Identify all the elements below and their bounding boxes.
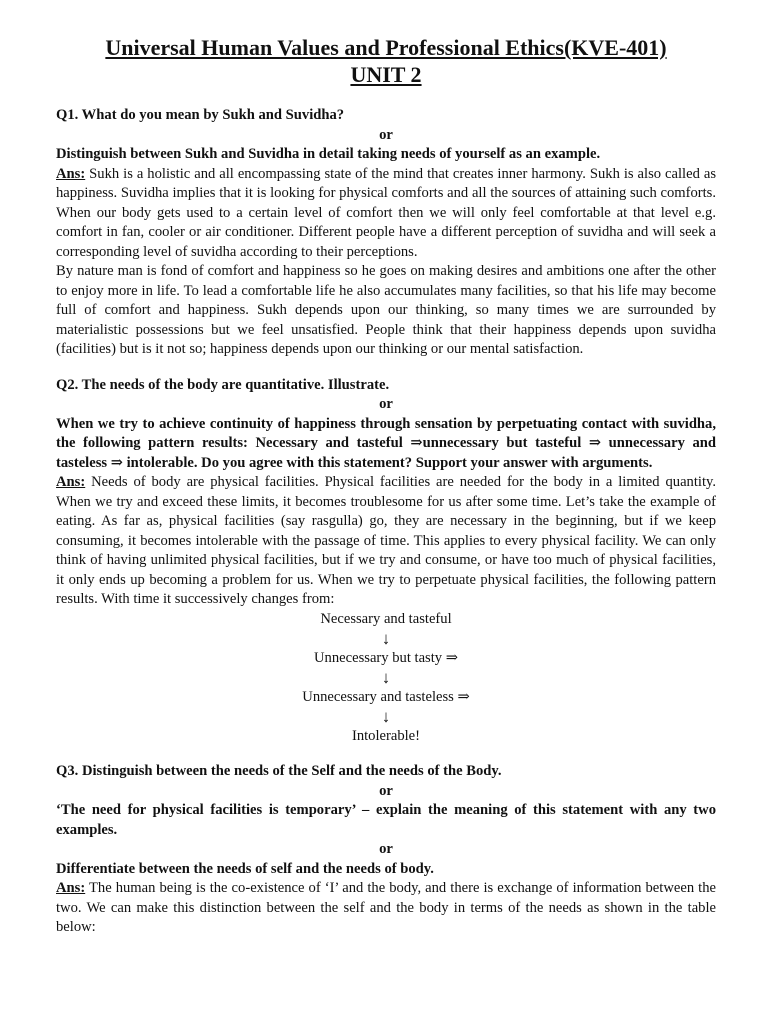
question-1: Q1. What do you mean by Sukh and Suvidha?	[56, 107, 345, 123]
flow-step-unnecessary-tasteless: Unnecessary and tasteless ⇒	[302, 688, 470, 705]
question-2-alternate: When we try to achieve continuity of happiness through sensation by perpetuating contact with suvidha, the following pattern results: Necessary and tasteful ⇒unnecessary but tasteful ⇒ unnecessary and tasteless ⇒ intolerable. Do you agree with this statement? Support your answer with arguments.	[56, 415, 716, 471]
question-3-section	[56, 762, 716, 938]
document-title: Universal Human Values and Professional Ethics(KVE-401)	[105, 35, 667, 60]
answer-1-paragraph-2: By nature man is fond of comfort and happiness so he goes on making desires and ambitions one after the other to enjoy more in life. To lead a comfortable life he also accumulates many facilities, so that his life may become full of comfort and happiness. Sukh depends upon our thinking, so many times we are surrounded by materialistic possessions but we feel unsatisfied. People think that their happiness depends upon suvidha (facilities) but is it not so; happiness depends upon our thinking or our mental satisfaction.	[56, 263, 716, 357]
question-1-section	[56, 106, 716, 360]
answer-label: Ans:	[56, 165, 86, 182]
or-separator: or	[379, 841, 393, 857]
or-separator: or	[379, 126, 393, 143]
answer-2	[56, 473, 716, 610]
answer-label: Ans:	[56, 880, 86, 896]
down-arrow-icon: ↓	[381, 668, 391, 687]
or-separator: or	[379, 396, 393, 412]
flow-step-intolerable: Intolerable!	[351, 727, 421, 744]
pattern-flow	[56, 610, 716, 747]
answer-2-text: Needs of body are physical facilities. Physical facilities are needed for the body in a limited quantity. When we try and exceed these limits, it becomes troublesome for us after some time. Let’s take the example of eating. As far as, physical facilities (say rasgulla) go, they are necessary in the beginning, but if we keep consuming, it becomes intolerable with the passage of time. This applies to every physical facility. We can only think of having unlimited physical facilities, but if we try and consume, or have too much of physical facilities, it only ends up becoming a problem for us. When we try to perpetuate physical facilities, the following pattern results. With time it successively changes from:	[56, 474, 716, 607]
question-2-section	[56, 376, 716, 747]
answer-3-text: The human being is the co-existence of ‘I’ and the body, and there is exchange of information between the two. We can make this distinction between the self and the body in terms of the needs as shown in the table below:	[56, 880, 716, 935]
unit-heading: UNIT 2	[350, 62, 422, 87]
question-1-alternate: Distinguish between Sukh and Suvidha in detail taking needs of yourself as an example.	[56, 146, 601, 162]
question-3-alternate-1: ‘The need for physical facilities is temporary’ – explain the meaning of this statement with any two examples.	[56, 802, 716, 838]
answer-label: Ans:	[56, 474, 86, 490]
question-3-alternate-2: Differentiate between the needs of self and the needs of body.	[56, 860, 434, 877]
question-3: Q3. Distinguish between the needs of the Self and the needs of the Body.	[56, 763, 502, 779]
down-arrow-icon: ↓	[381, 707, 391, 726]
flow-step-necessary-tasteful: Necessary and tasteful	[320, 610, 452, 627]
answer-1	[56, 165, 716, 263]
question-2: Q2. The needs of the body are quantitative. Illustrate.	[56, 376, 390, 393]
or-separator: or	[379, 782, 393, 799]
flow-step-unnecessary-tasty: Unnecessary but tasty ⇒	[314, 649, 458, 666]
answer-1-text: Sukh is a holistic and all encompassing state of the mind that creates inner harmony. Sukh is also called as happiness. Suvidha implies that it is looking for physical comforts and all the sources of attaining such comforts. When our body gets used to a certain level of comfort then we will only feel comfortable at that level e.g. comfort in fan, cooler or air conditioner. Different people have a different perception of suvidha and will seek a corresponding level of suvidha according to their perceptions.	[56, 165, 716, 260]
down-arrow-icon: ↓	[381, 629, 391, 648]
answer-3	[56, 879, 716, 938]
